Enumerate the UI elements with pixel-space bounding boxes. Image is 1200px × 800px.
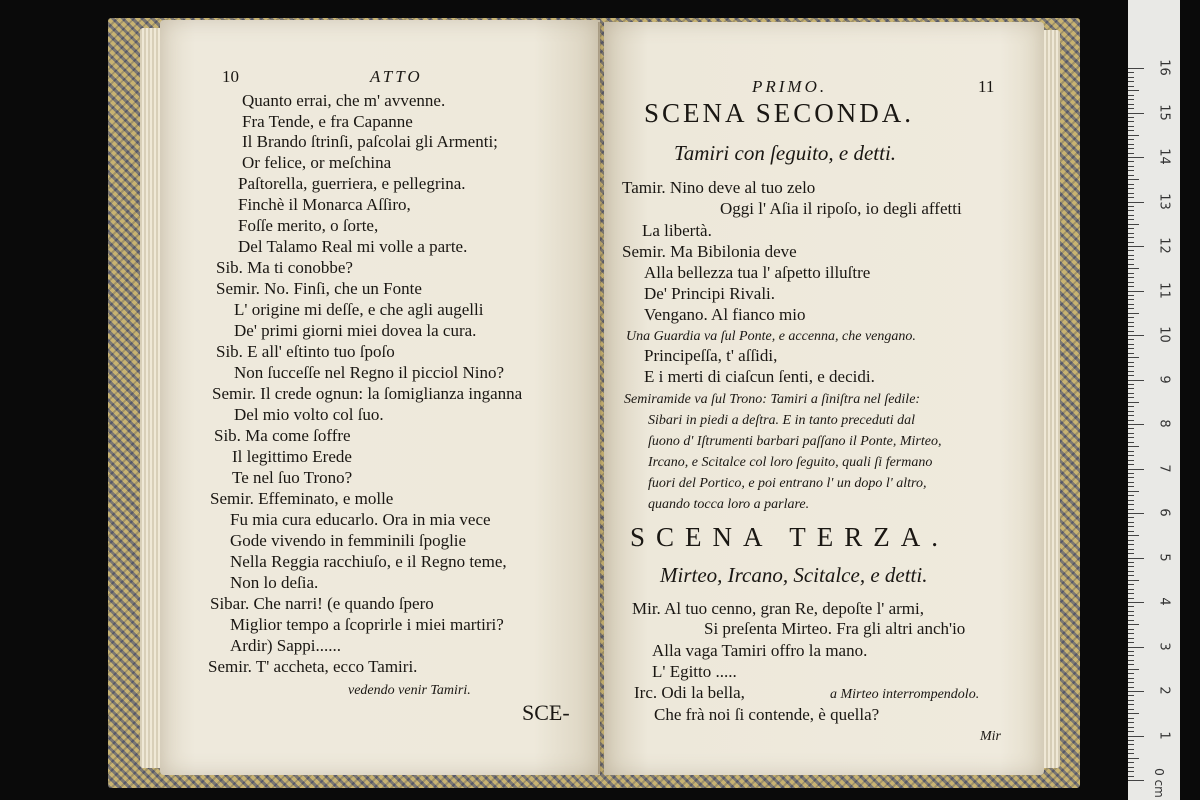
ruler-tick <box>1128 517 1134 518</box>
text-line: Non ſucceſſe nel Regno il picciol Nino? <box>234 363 505 382</box>
ruler-number: 2 <box>1156 686 1172 695</box>
stage-direction: ſuono d' Iſtrumenti barbari paſſano il Ponte, Mirteo, <box>648 434 942 449</box>
ruler-tick <box>1128 571 1134 572</box>
ruler-tick <box>1128 273 1134 274</box>
ruler-number: 7 <box>1156 463 1172 473</box>
ruler-tick <box>1128 313 1139 314</box>
ruler-tick <box>1128 651 1134 652</box>
ruler-tick <box>1128 184 1134 185</box>
ruler-tick <box>1128 611 1134 612</box>
ruler-number: 13 <box>1156 192 1172 210</box>
ruler-tick <box>1128 664 1134 665</box>
text-line: Ardir) Sappi...... <box>230 636 341 655</box>
ruler-tick <box>1128 540 1134 541</box>
ruler-tick <box>1128 166 1134 167</box>
ruler-tick <box>1128 179 1139 180</box>
ruler-tick <box>1128 299 1134 300</box>
ruler-tick <box>1128 113 1144 114</box>
ruler-tick <box>1128 126 1134 127</box>
stage-direction: a Mirteo interrompendolo. <box>830 687 980 702</box>
ruler-tick <box>1128 562 1134 563</box>
ruler-tick <box>1128 660 1134 661</box>
ruler-tick <box>1128 331 1134 332</box>
ruler-tick <box>1128 210 1134 211</box>
ruler-tick <box>1128 202 1144 203</box>
ruler-tick <box>1128 295 1134 296</box>
stage-direction: quando tocca loro a parlare. <box>648 497 810 512</box>
ruler-tick <box>1128 170 1134 171</box>
ruler-tick <box>1128 250 1134 251</box>
catchword: SCE- <box>522 700 570 725</box>
left-page <box>160 20 600 775</box>
ruler-tick <box>1128 780 1144 781</box>
ruler-tick <box>1128 233 1134 234</box>
ruler-tick <box>1128 758 1139 759</box>
ruler-tick <box>1128 736 1144 737</box>
text-line: Sibar. Che narri! (e quando ſpero <box>210 594 434 613</box>
text-line: Il legittimo Erede <box>232 447 352 466</box>
scene-characters: Tamiri con ſeguito, e detti. <box>674 141 897 165</box>
text-line: Quanto errai, che m' avvenne. <box>242 91 446 110</box>
text-line: Sib. Ma ti conobbe? <box>216 258 353 277</box>
ruler-tick <box>1128 713 1139 714</box>
ruler-tick <box>1128 549 1134 550</box>
ruler-tick <box>1128 411 1134 412</box>
ruler-tick <box>1128 388 1134 389</box>
ruler-tick <box>1128 117 1134 118</box>
ruler-tick <box>1128 188 1134 189</box>
ruler-tick <box>1128 219 1134 220</box>
ruler-tick <box>1128 357 1139 358</box>
ruler-tick <box>1128 130 1134 131</box>
ruler-tick <box>1128 740 1134 741</box>
ruler-number: 9 <box>1156 374 1172 384</box>
stage-direction: vedendo venir Tamiri. <box>348 683 471 698</box>
ruler-tick <box>1128 469 1144 470</box>
ruler-tick <box>1128 135 1139 136</box>
ruler-tick <box>1128 161 1134 162</box>
ruler-tick <box>1128 464 1134 465</box>
ruler-tick <box>1128 522 1134 523</box>
ruler-tick <box>1128 406 1134 407</box>
text-line: Semir. Il crede ognun: la ſomiglianza inganna <box>212 384 523 403</box>
ruler-tick <box>1128 709 1134 710</box>
text-line: Che frà noi ſi contende, è quella? <box>654 705 880 724</box>
ruler-tick <box>1128 451 1134 452</box>
ruler-tick <box>1128 771 1134 772</box>
text-line: De' primi giorni miei dovea la cura. <box>234 321 477 340</box>
ruler-tick <box>1128 727 1134 728</box>
text-line: Miglior tempo a ſcoprirle i miei martiri? <box>230 615 504 634</box>
ruler-tick <box>1128 589 1134 590</box>
ruler-tick <box>1128 375 1134 376</box>
ruler-tick <box>1128 584 1134 585</box>
ruler-tick <box>1128 566 1134 567</box>
ruler-tick <box>1128 615 1134 616</box>
ruler-tick <box>1128 446 1139 447</box>
ruler-tick <box>1128 277 1134 278</box>
text-line: Alla vaga Tamiri offro la mano. <box>652 641 868 660</box>
ruler-tick <box>1128 282 1134 283</box>
ruler-tick <box>1128 304 1134 305</box>
ruler-tick <box>1128 629 1134 630</box>
ruler-tick <box>1128 362 1134 363</box>
text-line: Paſtorella, guerriera, e pellegrina. <box>238 174 466 193</box>
running-head: PRIMO. <box>752 77 828 96</box>
ruler-tick <box>1128 513 1144 514</box>
text-line: La libertà. <box>642 221 712 240</box>
ruler-number: 1 <box>1156 730 1172 740</box>
ruler-tick <box>1128 558 1144 559</box>
ruler-tick <box>1128 691 1144 692</box>
ruler-tick <box>1128 500 1134 501</box>
ruler-tick <box>1128 553 1134 554</box>
ruler-tick <box>1128 264 1134 265</box>
text-line: E i merti di ciaſcun ſenti, e decidi. <box>644 367 875 386</box>
ruler-tick <box>1128 68 1144 69</box>
ruler-tick <box>1128 682 1134 683</box>
ruler-tick <box>1128 366 1134 367</box>
ruler-tick <box>1128 593 1134 594</box>
ruler-tick <box>1128 384 1134 385</box>
ruler-tick <box>1128 86 1134 87</box>
ruler-tick <box>1128 335 1144 336</box>
ruler-tick <box>1128 531 1134 532</box>
ruler-tick <box>1128 317 1134 318</box>
text-line: Irc. Odi la bella, <box>634 683 745 702</box>
ruler-tick <box>1128 669 1139 670</box>
text-line: Sib. E all' eſtinto tuo ſpoſo <box>216 342 395 361</box>
text-line: Finchè il Monarca Aſſiro, <box>238 195 411 214</box>
ruler-tick <box>1128 339 1134 340</box>
ruler-tick <box>1128 624 1139 625</box>
ruler-tick <box>1128 655 1134 656</box>
running-head: ATTO <box>370 67 423 86</box>
text-line: Gode vivendo in femminili ſpoglie <box>230 531 467 550</box>
ruler-tick <box>1128 580 1139 581</box>
ruler-tick <box>1128 246 1144 247</box>
ruler-tick <box>1128 544 1134 545</box>
ruler-tick <box>1128 157 1144 158</box>
text-line: Semir. No. Finſi, che un Fonte <box>216 279 422 298</box>
ruler-tick <box>1128 633 1134 634</box>
ruler-tick <box>1128 762 1134 763</box>
ruler-tick <box>1128 353 1134 354</box>
ruler-tick <box>1128 415 1134 416</box>
ruler-tick <box>1128 77 1134 78</box>
text-line: Non lo deſia. <box>230 573 319 592</box>
ruler-tick <box>1128 776 1134 777</box>
ruler-tick <box>1128 237 1134 238</box>
ruler-tick <box>1128 482 1134 483</box>
ruler-tick <box>1128 509 1134 510</box>
ruler-tick <box>1128 504 1134 505</box>
text-line: Fu mia cura educarlo. Ora in mia vece <box>230 510 491 529</box>
ruler-tick <box>1128 460 1134 461</box>
ruler-tick <box>1128 139 1134 140</box>
ruler-tick <box>1128 121 1134 122</box>
text-line: Foſſe merito, o ſorte, <box>238 216 379 235</box>
ruler-number: 12 <box>1156 237 1172 254</box>
text-line: Semir. Ma Bibilonia deve <box>622 242 797 261</box>
ruler-tick <box>1128 606 1134 607</box>
catchword: Mir <box>980 729 1001 744</box>
ruler-number: 3 <box>1156 641 1172 651</box>
ruler-tick <box>1128 638 1134 639</box>
ruler-tick <box>1128 678 1134 679</box>
ruler-tick <box>1128 255 1134 256</box>
stage-direction: Ircano, e Scitalce col loro ſeguito, quali ſi fermano <box>648 455 933 470</box>
ruler-number: 6 <box>1156 508 1172 517</box>
text-line: Il Brando ſtrinſi, paſcolai gli Armenti; <box>242 132 498 151</box>
ruler-tick <box>1128 81 1134 82</box>
ruler-tick <box>1128 718 1134 719</box>
text-line: Semir. Effeminato, e molle <box>210 489 394 508</box>
ruler-tick <box>1128 695 1134 696</box>
ruler-tick <box>1128 673 1134 674</box>
ruler-number: 11 <box>1156 281 1172 299</box>
text-line: Sib. Ma come ſoffre <box>214 426 351 445</box>
ruler-tick <box>1128 371 1134 372</box>
scene-title: SCENA TERZA. <box>630 522 950 552</box>
ruler-number: 10 <box>1156 326 1172 343</box>
ruler-tick <box>1128 99 1134 100</box>
ruler-number: 4 <box>1156 597 1172 606</box>
ruler-tick <box>1128 206 1134 207</box>
stage-direction: Sibari in piedi a deſtra. E in tanto preceduti dal <box>648 413 916 428</box>
ruler-tick <box>1128 90 1139 91</box>
text-line: L' Egitto ..... <box>652 662 737 681</box>
ruler-tick <box>1128 642 1134 643</box>
ruler-tick <box>1128 428 1134 429</box>
ruler-tick <box>1128 575 1134 576</box>
ruler-number: 14 <box>1156 148 1172 165</box>
ruler-tick <box>1128 259 1134 260</box>
text-line: Del Talamo Real mi volle a parte. <box>238 237 468 256</box>
ruler-tick <box>1128 380 1144 381</box>
ruler-tick <box>1128 344 1134 345</box>
ruler-tick <box>1128 437 1134 438</box>
ruler-tick <box>1128 753 1134 754</box>
ruler-tick <box>1128 228 1134 229</box>
text-line: Vengano. Al fianco mio <box>644 305 806 324</box>
ruler-tick <box>1128 620 1134 621</box>
ruler-tick <box>1128 455 1134 456</box>
text-line: Mir. Al tuo cenno, gran Re, depoſte l' armi, <box>632 599 925 618</box>
ruler-tick <box>1128 95 1134 96</box>
stage-direction: fuori del Portico, e poi entrano l' un dopo l' altro, <box>648 476 927 491</box>
ruler-tick <box>1128 477 1134 478</box>
text-line: L' origine mi deſſe, e che agli augelli <box>234 300 484 319</box>
ruler-tick <box>1128 242 1134 243</box>
ruler-tick <box>1128 291 1144 292</box>
ruler-tick <box>1128 602 1144 603</box>
ruler-tick <box>1128 535 1139 536</box>
ruler-tick <box>1128 744 1134 745</box>
text-line: Alla bellezza tua l' aſpetto illuſtre <box>644 263 871 282</box>
ruler-tick <box>1128 144 1134 145</box>
ruler-tick <box>1128 224 1139 225</box>
ruler-tick <box>1128 108 1134 109</box>
ruler-tick <box>1128 72 1134 73</box>
text-line: Oggi l' Aſia il ripoſo, io degli affetti <box>720 199 962 218</box>
ruler-tick <box>1128 308 1134 309</box>
ruler-tick <box>1128 197 1134 198</box>
right-page <box>604 22 1044 775</box>
ruler-tick <box>1128 402 1139 403</box>
ruler-tick <box>1128 700 1134 701</box>
page-edges-left <box>140 28 162 768</box>
ruler-tick <box>1128 397 1134 398</box>
ruler-tick <box>1128 722 1134 723</box>
ruler-tick <box>1128 473 1134 474</box>
ruler-tick <box>1128 148 1134 149</box>
page-number: 10 <box>222 67 239 86</box>
ruler-tick <box>1128 153 1134 154</box>
ruler-tick <box>1128 704 1134 705</box>
ruler-tick <box>1128 433 1134 434</box>
ruler-tick <box>1128 348 1134 349</box>
ruler-unit-label: 0 cm <box>1152 768 1167 798</box>
ruler-tick <box>1128 598 1134 599</box>
ruler-number: 8 <box>1156 419 1172 428</box>
ruler-tick <box>1128 647 1144 648</box>
ruler-number: 5 <box>1156 552 1172 562</box>
ruler-tick <box>1128 326 1134 327</box>
text-line: Fra Tende, e fra Capanne <box>242 112 413 131</box>
stage-direction: Semiramide va ſul Trono: Tamiri a ſiniſtra nel ſedile: <box>624 392 921 407</box>
ruler-tick <box>1128 215 1134 216</box>
ruler-tick <box>1128 767 1134 768</box>
text-line: De' Principi Rivali. <box>644 284 776 303</box>
ruler-tick <box>1128 749 1134 750</box>
ruler-tick <box>1128 731 1134 732</box>
ruler-number: 15 <box>1156 103 1172 121</box>
ruler-tick <box>1128 175 1134 176</box>
page-number: 11 <box>978 77 995 96</box>
scene-characters: Mirteo, Ircano, Scitalce, e detti. <box>660 563 928 587</box>
ruler-tick <box>1128 193 1134 194</box>
ruler-tick <box>1128 526 1134 527</box>
ruler-tick <box>1128 393 1134 394</box>
scene-title: SCENA SECONDA. <box>644 98 915 128</box>
ruler-tick <box>1128 268 1139 269</box>
text-line: Tamir. Nino deve al tuo zelo <box>622 178 816 197</box>
ruler-tick <box>1128 424 1144 425</box>
ruler-tick <box>1128 322 1134 323</box>
ruler-tick <box>1128 442 1134 443</box>
text-line: Semir. T' accheta, ecco Tamiri. <box>208 657 418 676</box>
text-line: Principeſſa, t' aſſidi, <box>644 346 778 365</box>
ruler-tick <box>1128 104 1134 105</box>
ruler-tick <box>1128 495 1134 496</box>
measuring-ruler <box>1128 0 1180 800</box>
ruler-number: 16 <box>1156 59 1172 76</box>
stage-direction: Una Guardia va ſul Ponte, e accenna, che vengano. <box>626 329 916 344</box>
text-line: Or felice, or meſchina <box>242 153 392 172</box>
ruler-tick <box>1128 491 1139 492</box>
ruler-tick <box>1128 420 1134 421</box>
ruler-tick <box>1128 286 1134 287</box>
ruler-tick <box>1128 486 1134 487</box>
text-line: Nella Reggia racchiuſo, e il Regno teme, <box>230 552 507 571</box>
text-line: Si preſenta Mirteo. Fra gli altri anch'io <box>704 619 966 638</box>
ruler-tick <box>1128 687 1134 688</box>
text-line: Te nel ſuo Trono? <box>232 468 353 487</box>
text-line: Del mio volto col ſuo. <box>234 405 384 424</box>
